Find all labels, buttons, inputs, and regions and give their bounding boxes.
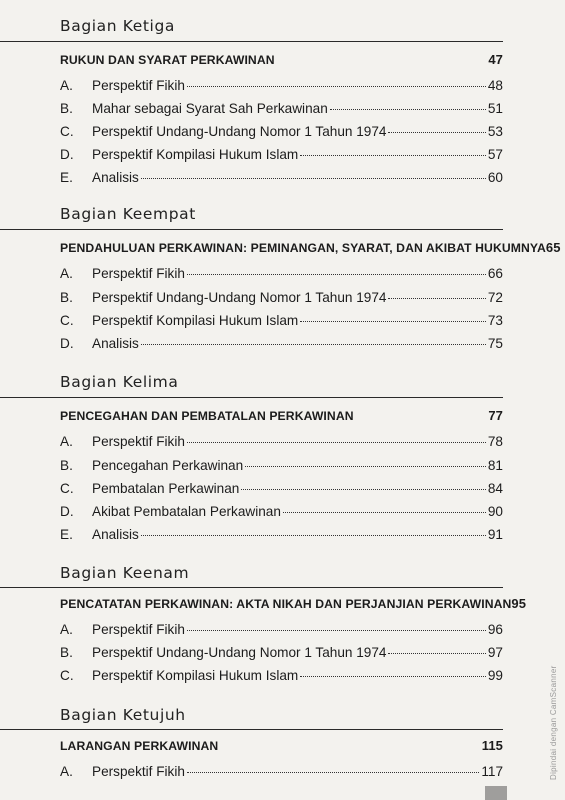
entry-page-number: 53 — [487, 124, 503, 139]
part-label-kelima: Bagian Kelima — [60, 373, 179, 391]
part-divider — [0, 41, 503, 42]
toc-entry[interactable] — [60, 764, 503, 779]
toc-entry[interactable] — [60, 266, 503, 281]
entry-title: Perspektif Kompilasi Hukum Islam — [92, 147, 299, 162]
toc-entry[interactable] — [60, 124, 503, 139]
entry-letter: C. — [60, 124, 74, 139]
chapter-title: LARANGAN PERKAWINAN — [60, 739, 219, 753]
entry-page-number: 78 — [487, 434, 503, 449]
entry-title: Akibat Pembatalan Perkawinan — [92, 504, 281, 519]
toc-entry[interactable] — [60, 336, 503, 351]
toc-entry[interactable] — [60, 101, 503, 116]
chapter-page-number: 47 — [488, 52, 503, 67]
dot-leader — [141, 535, 486, 536]
scanner-watermark: Dipindai dengan CamScanner — [549, 665, 558, 780]
chapter-heading[interactable] — [60, 408, 503, 423]
part-label-keenam: Bagian Keenam — [60, 564, 190, 582]
chapter-heading[interactable] — [60, 52, 503, 67]
entry-letter: C. — [60, 481, 74, 496]
entry-title: Perspektif Undang-Undang Nomor 1 Tahun 1974 — [92, 124, 387, 139]
entry-letter: D. — [60, 336, 74, 351]
dot-leader — [388, 132, 485, 133]
chapter-heading[interactable] — [60, 596, 527, 611]
entry-page-number: 60 — [487, 170, 503, 185]
entry-letter: B. — [60, 645, 73, 660]
entry-letter: A. — [60, 266, 73, 281]
dot-leader — [187, 772, 479, 773]
entry-page-number: 96 — [487, 622, 503, 637]
entry-page-number: 117 — [481, 764, 503, 779]
toc-entry[interactable] — [60, 290, 503, 305]
part-label-ketujuh: Bagian Ketujuh — [60, 706, 186, 724]
dot-leader — [187, 442, 486, 443]
chapter-page-number: 65 — [545, 240, 561, 255]
toc-entry[interactable] — [60, 668, 503, 683]
dot-leader — [187, 86, 486, 87]
entry-page-number: 84 — [487, 481, 503, 496]
entry-page-number: 72 — [487, 290, 503, 305]
dot-leader — [141, 178, 486, 179]
entry-page-number: 48 — [487, 78, 503, 93]
entry-title: Perspektif Fikih — [92, 622, 185, 637]
toc-entry[interactable] — [60, 147, 503, 162]
entry-title: Perspektif Fikih — [92, 434, 185, 449]
chapter-title: RUKUN DAN SYARAT PERKAWINAN — [60, 53, 275, 67]
toc-entry[interactable] — [60, 481, 503, 496]
entry-page-number: 66 — [487, 266, 503, 281]
entry-title: Perspektif Kompilasi Hukum Islam — [92, 668, 299, 683]
entry-letter: B. — [60, 290, 73, 305]
entry-page-number: 91 — [487, 527, 503, 542]
chapter-page-number: 115 — [481, 738, 503, 753]
part-divider — [0, 587, 503, 588]
entry-letter: E. — [60, 527, 73, 542]
entry-title: Analisis — [92, 336, 139, 351]
entry-letter: D. — [60, 504, 74, 519]
entry-letter: E. — [60, 170, 73, 185]
entry-letter: B. — [60, 101, 73, 116]
dot-leader — [241, 489, 486, 490]
entry-page-number: 81 — [487, 458, 503, 473]
entry-title: Perspektif Fikih — [92, 78, 185, 93]
chapter-heading[interactable] — [60, 240, 561, 255]
entry-title: Perspektif Undang-Undang Nomor 1 Tahun 1974 — [92, 290, 387, 305]
chapter-title: PENCATATAN PERKAWINAN: AKTA NIKAH DAN PERJANJIAN PERKAWINAN — [60, 597, 512, 611]
dot-leader — [330, 109, 486, 110]
entry-title: Perspektif Undang-Undang Nomor 1 Tahun 1974 — [92, 645, 387, 660]
entry-page-number: 73 — [487, 313, 503, 328]
chapter-title: PENCEGAHAN DAN PEMBATALAN PERKAWINAN — [60, 409, 354, 423]
toc-entry[interactable] — [60, 434, 503, 449]
entry-title: Analisis — [92, 527, 139, 542]
dot-leader — [187, 630, 486, 631]
dot-leader — [141, 344, 486, 345]
toc-entry[interactable] — [60, 78, 503, 93]
entry-page-number: 90 — [487, 504, 503, 519]
scan-corner-artifact — [485, 786, 507, 800]
entry-title: Analisis — [92, 170, 139, 185]
entry-page-number: 57 — [487, 147, 503, 162]
chapter-heading[interactable] — [60, 738, 503, 753]
part-label-keempat: Bagian Keempat — [60, 205, 196, 223]
entry-title: Perspektif Fikih — [92, 266, 185, 281]
toc-entry[interactable] — [60, 313, 503, 328]
entry-letter: A. — [60, 434, 73, 449]
part-divider — [0, 397, 503, 398]
entry-title: Pencegahan Perkawinan — [92, 458, 244, 473]
toc-entry[interactable] — [60, 504, 503, 519]
toc-entry[interactable] — [60, 458, 503, 473]
entry-letter: A. — [60, 78, 73, 93]
entry-letter: C. — [60, 668, 74, 683]
entry-letter: D. — [60, 147, 74, 162]
entry-title: Pembatalan Perkawinan — [92, 481, 240, 496]
toc-entry[interactable] — [60, 170, 503, 185]
entry-title: Perspektif Kompilasi Hukum Islam — [92, 313, 299, 328]
entry-title: Perspektif Fikih — [92, 764, 185, 779]
toc-entry[interactable] — [60, 622, 503, 637]
entry-title: Mahar sebagai Syarat Sah Perkawinan — [92, 101, 328, 116]
entry-page-number: 97 — [487, 645, 503, 660]
entry-letter: A. — [60, 622, 73, 637]
entry-page-number: 75 — [487, 336, 503, 351]
dot-leader — [283, 512, 486, 513]
chapter-title: PENDAHULUAN PERKAWINAN: PEMINANGAN, SYARAT, DAN AKIBAT HUKUMNYA — [60, 241, 546, 255]
entry-letter: A. — [60, 764, 73, 779]
chapter-page-number: 95 — [511, 596, 527, 611]
part-divider — [0, 229, 503, 230]
part-divider — [0, 729, 503, 730]
toc-entry[interactable] — [60, 527, 503, 542]
dot-leader — [300, 676, 486, 677]
dot-leader — [300, 155, 486, 156]
dot-leader — [187, 274, 486, 275]
dot-leader — [388, 653, 485, 654]
dot-leader — [245, 466, 486, 467]
entry-page-number: 99 — [487, 668, 503, 683]
entry-letter: B. — [60, 458, 73, 473]
entry-page-number: 51 — [487, 101, 503, 116]
dot-leader — [300, 321, 486, 322]
chapter-page-number: 77 — [488, 408, 503, 423]
entry-letter: C. — [60, 313, 74, 328]
toc-entry[interactable] — [60, 645, 503, 660]
dot-leader — [388, 298, 485, 299]
part-label-ketiga: Bagian Ketiga — [60, 17, 175, 35]
